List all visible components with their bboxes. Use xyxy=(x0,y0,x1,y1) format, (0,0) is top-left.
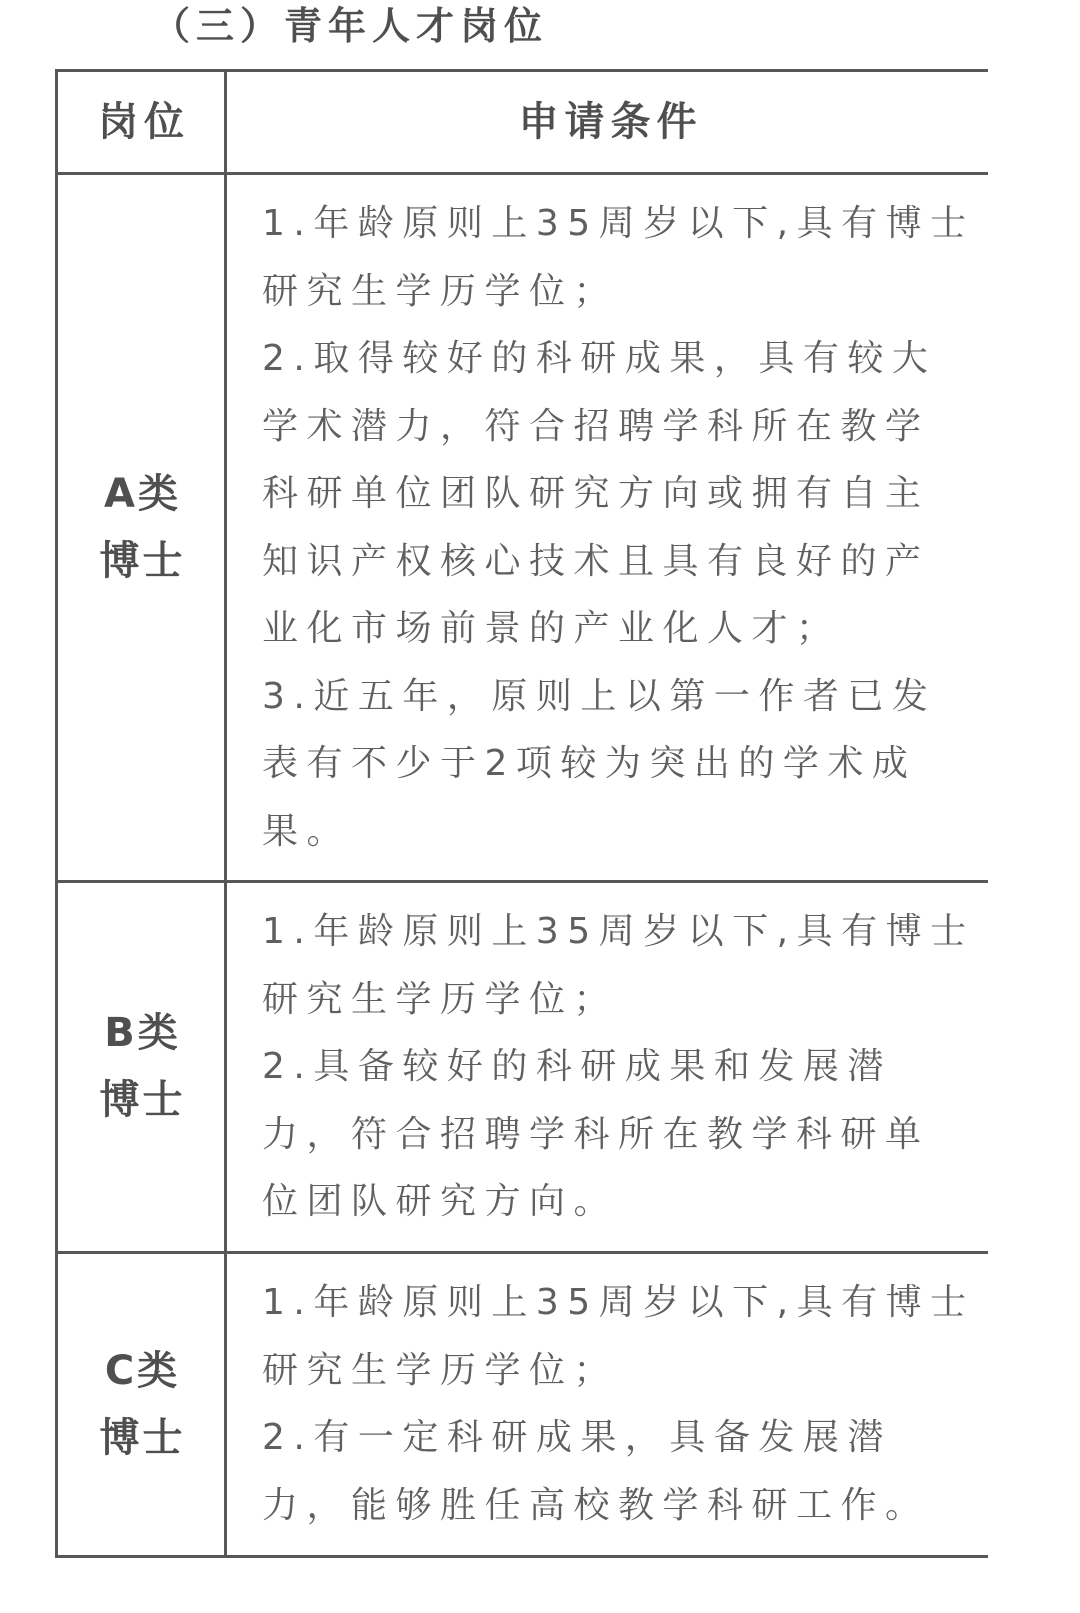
conditions-cell xyxy=(227,1254,988,1555)
condition-item xyxy=(262,898,988,1033)
table-row xyxy=(55,883,988,1254)
condition-line: 1.年龄原则上35周岁以下,具有博士 xyxy=(262,911,975,952)
condition-line: 业化市场前景的产业化人才； xyxy=(262,608,841,649)
condition-item xyxy=(262,663,988,866)
conditions-cell xyxy=(227,175,988,880)
requirements-table xyxy=(55,69,988,1558)
condition-line: 表有不少于2项较为突出的学术成 xyxy=(262,743,917,784)
condition-line: 1.年龄原则上35周岁以下,具有博士 xyxy=(262,203,975,244)
position-label-line: 博士 xyxy=(99,537,186,584)
header-conditions-label: 申请条件 xyxy=(518,99,703,145)
condition-line: 1.年龄原则上35周岁以下,具有博士 xyxy=(262,1282,975,1323)
condition-line: 力，能够胜任高校教学科研工作。 xyxy=(262,1484,930,1526)
position-label-line: B类 xyxy=(104,1010,181,1056)
position-label-line: C类 xyxy=(104,1347,181,1394)
condition-item xyxy=(262,325,988,663)
section-heading: （三）青年人才岗位 xyxy=(152,4,549,48)
position-label-line: 博士 xyxy=(99,1077,186,1123)
condition-line: 位团队研究方向。 xyxy=(262,1181,619,1222)
position-cell xyxy=(55,175,227,880)
condition-line: 果。 xyxy=(262,810,352,852)
condition-line: 2.有一定科研成果，具备发展潜 xyxy=(262,1417,892,1458)
condition-item xyxy=(262,1033,988,1236)
condition-line: 学术潜力，符合招聘学科所在教学 xyxy=(262,405,930,447)
table-row xyxy=(55,1254,988,1558)
table-row xyxy=(55,175,988,883)
table-header-row xyxy=(55,72,988,175)
condition-line: 2.取得较好的科研成果，具有较大 xyxy=(262,338,937,379)
condition-line: 2.具备较好的科研成果和发展潜 xyxy=(262,1046,892,1087)
header-position-cell xyxy=(55,72,227,172)
conditions-cell xyxy=(227,883,988,1251)
condition-item xyxy=(262,1269,988,1404)
condition-line: 力，符合招聘学科所在教学科研单 xyxy=(262,1113,930,1155)
position-label-line: A类 xyxy=(104,470,181,517)
condition-line: 研究生学历学位； xyxy=(262,270,619,312)
header-conditions-cell xyxy=(227,72,988,172)
condition-line: 知识产权核心技术且具有良好的产 xyxy=(262,540,930,582)
condition-line: 研究生学历学位； xyxy=(262,978,619,1020)
header-position-label: 岗位 xyxy=(98,99,190,145)
position-label-line: 博士 xyxy=(99,1414,186,1461)
condition-line: 科研单位团队研究方向或拥有自主 xyxy=(262,473,930,514)
condition-line: 研究生学历学位； xyxy=(262,1349,619,1391)
condition-item xyxy=(262,190,988,325)
position-cell xyxy=(55,1254,227,1555)
condition-line: 3.近五年，原则上以第一作者已发 xyxy=(262,675,937,717)
position-cell xyxy=(55,883,227,1251)
condition-item xyxy=(262,1404,988,1539)
